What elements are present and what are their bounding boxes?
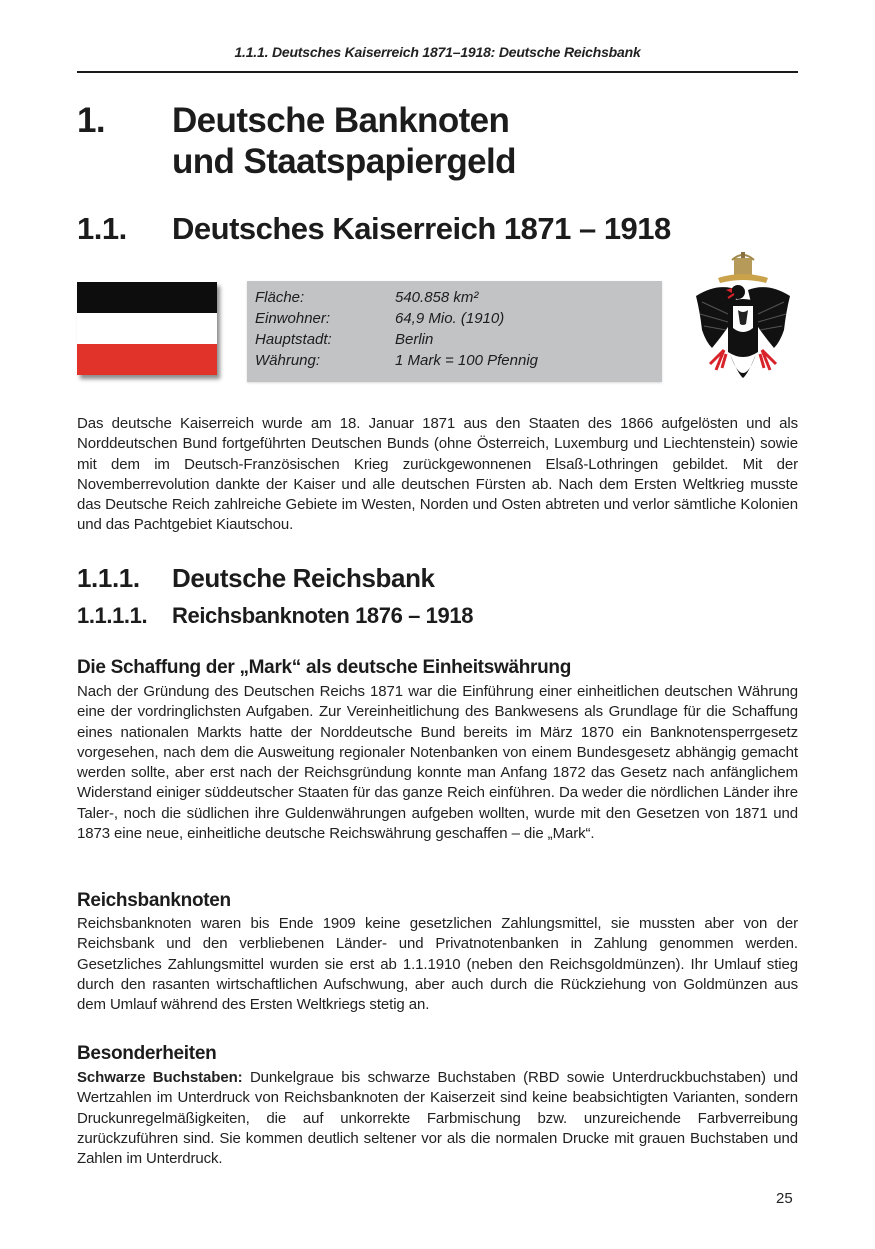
info-value: 540.858 km² [395, 289, 479, 306]
chapter-title-line2: und Staatspapiergeld [172, 142, 516, 181]
subsubsection-title: Reichsbanknoten 1876 – 1918 [172, 603, 474, 628]
running-head: 1.1.1. Deutsches Kaiserreich 1871–1918: Deutsche Reichsbank [234, 44, 641, 60]
block-text-besonderheiten [77, 1068, 798, 1169]
section-heading [77, 211, 671, 247]
section-number: 1.1. [77, 211, 127, 246]
header-rule [77, 71, 798, 73]
lead-text: Dunkelgraue bis schwarze Buchstaben (RBD sowie Unterdruckbuchstaben) und Wertzahlen im Unterdruck von Reichsbanknoten der Kaiserzeit sind keine beabsichtigten Varianten, sondern Druckunregelmäßigkeiten, die auf unkorrekte Farbmischung bzw. unzureichende Farbverreibung zurückzuführen sind. Sie kommen deutlich seltener vor als die normalen Drucke mit grauen Buchstaben und Zahlen im Unterdruck. [77, 1069, 798, 1168]
info-row-population [255, 310, 504, 327]
german-empire-flag-icon [77, 282, 217, 375]
subsection-heading [77, 563, 435, 594]
info-value: Berlin [395, 331, 434, 348]
info-row-currency [255, 352, 538, 369]
info-key: Fläche: [255, 289, 305, 306]
subsubsection-number: 1.1.1.1. [77, 603, 148, 628]
flag-stripe-white [77, 313, 217, 344]
info-key: Hauptstadt: [255, 331, 332, 348]
facts-infobox [247, 281, 662, 382]
chapter-title-line1: Deutsche Banknoten [172, 101, 510, 140]
subsection-number: 1.1.1. [77, 563, 140, 593]
flag-stripe-red [77, 344, 217, 375]
info-value: 1 Mark = 100 Pfennig [395, 352, 539, 369]
block-text-mark: Nach der Gründung des Deutschen Reichs 1871 war die Einführung einer einheitlichen deutschen Währung eine der vordringlichsten Aufgaben. Zur Vereinheitlichung des Bankwesens als Grundlage für die Schaffung eines nationalen Markts hatte der Norddeutsche Bund bereits im März 1870 ein Banknotensperrgesetz vorgesehen, nach dem die Ausweitung regionaler Notenbanken von einem Bundesgesetz abhängig gemacht werden sollte, aber erst nach der Reichsgründung konnte man Anfang 1872 das Gesetz nach anfänglichem Widerstand einiger süddeutscher Staaten für das ganze Reich einführen. Da weder die nördlichen Länder ihre Taler-, noch die südlichen ihre Guldenwährungen aufgeben wollten, wurde mit den Gesetzen von 1871 und 1873 eine neue, einheitliche deutsche Reichswährung geschaffen – die „Mark“. [77, 683, 798, 843]
chapter-heading [77, 100, 516, 182]
block-heading-reichsbanknoten: Reichsbanknoten [77, 890, 231, 911]
info-row-area [255, 289, 478, 306]
info-value: 64,9 Mio. (1910) [395, 310, 505, 327]
chapter-number: 1. [77, 101, 105, 140]
page-number: 25 [776, 1190, 793, 1207]
subsection-title: Deutsche Reichsbank [172, 563, 435, 593]
intro-paragraph: Das deutsche Kaiserreich wurde am 18. Januar 1871 aus den Staaten des 1866 aufgelösten und als Norddeutschen Bund fortgeführten Deutschen Bunds (ohne Österreich, Luxemburg und Liechtenstein) sowie mit dem im Deutsch-Französischen Krieg zurückgewonnenen Elsaß-Lothringen gebildet. Mit der Novemberrevolution dankte der Kaiser und alle deutschen Fürsten ab. Nach dem Ersten Weltkrieg musste das Deutsche Reich zahlreiche Gebiete im Westen, Norden und Osten abtreten und verlor sämtliche Kolonien und das Pachtgebiet Kiautschou. [77, 415, 798, 534]
info-row-capital [255, 331, 433, 348]
subsubsection-heading [77, 603, 473, 629]
block-heading-mark: Die Schaffung der „Mark“ als deutsche Einheitswährung [77, 657, 572, 678]
lead-term: Schwarze Buchstaben: [77, 1069, 243, 1086]
flag-stripe-black [77, 282, 217, 313]
section-title: Deutsches Kaiserreich 1871 – 1918 [172, 211, 671, 246]
imperial-eagle-coat-of-arms-icon [688, 252, 798, 392]
block-heading-besonderheiten: Besonderheiten [77, 1043, 217, 1064]
info-key: Einwohner: [255, 310, 331, 327]
info-key: Währung: [255, 352, 321, 369]
block-text-reichsbanknoten: Reichsbanknoten waren bis Ende 1909 keine gesetzlichen Zahlungsmittel, sie mussten aber von der Reichsbank und den verbliebenen Länder- und Privatnotenbanken in Zahlung genommen werden. Gesetzliches Zahlungsmittel wurden sie erst ab 1.1.1910 (neben den Reichsgoldmünzen). Ihr Umlauf stieg durch den rasanten wirtschaftlichen Aufschwung, aber auch durch die Rückziehung von Goldmünzen aus dem Umlauf während des Ersten Weltkriegs stetig an. [77, 915, 798, 1014]
